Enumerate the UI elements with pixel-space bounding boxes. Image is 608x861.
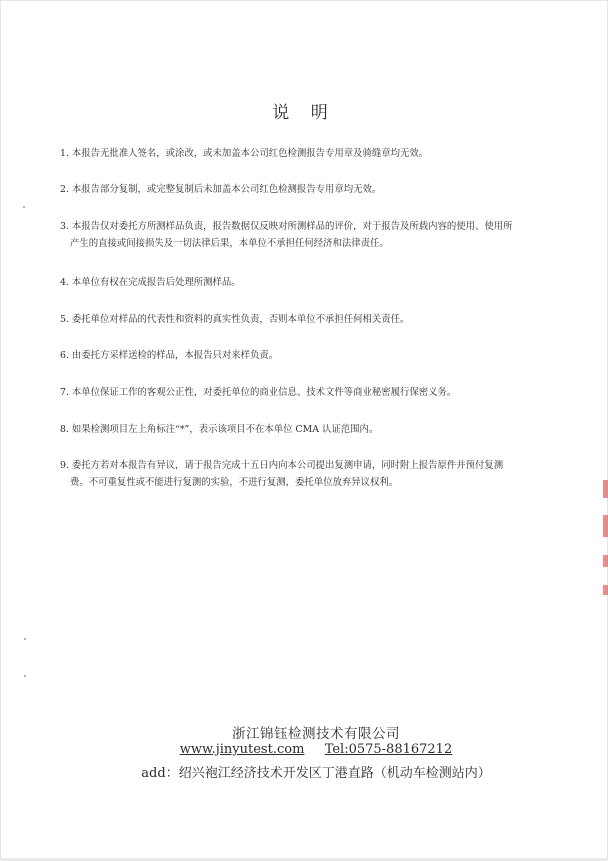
statement-item-5 xyxy=(60,311,560,328)
statement-item-4 xyxy=(60,274,560,291)
statement-item-7 xyxy=(60,384,560,401)
statement-item-1 xyxy=(60,145,560,162)
statement-line: 产生的直接或间接损失及一切法律后果，本单位不承担任何经济和法律责任。 xyxy=(70,238,389,249)
website-link[interactable]: www.jinyutest.com xyxy=(179,742,305,757)
seal-edge-mark xyxy=(603,515,608,537)
statement-line: 4. 本单位有权在完成报告后处理所测样品。 xyxy=(60,277,241,288)
statement-line: 2. 本报告部分复制，或完整复制后未加盖本公司红色检测报告专用章均无效。 xyxy=(60,184,382,195)
scan-speck xyxy=(24,638,26,640)
seal-edge-mark xyxy=(603,585,608,595)
statement-line: 8. 如果检测项目左上角标注“*”，表示该项目不在本单位 CMA 认证范围内。 xyxy=(60,424,379,435)
company-name: 浙江锦钰检测技术有限公司 xyxy=(232,726,400,742)
seal-edge-mark xyxy=(603,555,608,567)
statement-line: 3. 本报告仅对委托方所测样品负责，报告数据仅反映对所测样品的评价，对于报告及所载内容的使用、使用所 xyxy=(60,221,513,232)
statement-item-8 xyxy=(60,421,560,438)
statement-line: 5. 委托单位对样品的代表性和资料的真实性负责，否则本单位不承担任何相关责任。 xyxy=(60,314,410,325)
scan-speck xyxy=(23,206,25,208)
statement-line: 费。不可重复性或不能进行复测的实验，不进行复测，委托单位放弃异议权利。 xyxy=(70,477,399,488)
statement-item-9 xyxy=(60,457,560,491)
statement-item-3 xyxy=(60,218,560,252)
telephone-link[interactable]: Tel:0575-88167212 xyxy=(324,742,453,757)
statement-line: 7. 本单位保证工作的客观公正性，对委托单位的商业信息、技术文件等商业秘密履行保密义务。 xyxy=(60,387,457,398)
statement-line: 9. 委托方若对本报告有异议，请于报告完成十五日内向本公司提出复测申请，同时附上报告原件并预付复测 xyxy=(60,460,504,471)
page-title: 说 明 xyxy=(272,103,336,123)
address-line: add：绍兴袍江经济技术开发区丁港直路（机动车检测站内） xyxy=(141,766,491,781)
statement-item-2 xyxy=(60,181,560,198)
contact-line xyxy=(12,742,608,757)
statement-line: 1. 本报告无批准人签名，或涂改，或未加盖本公司红色检测报告专用章及骑缝章均无效。 xyxy=(60,148,429,159)
seal-edge-mark xyxy=(603,480,608,498)
scan-speck xyxy=(24,675,26,677)
statement-line: 6. 由委托方采样送检的样品，本报告只对来样负责。 xyxy=(60,350,279,361)
statement-item-6 xyxy=(60,347,560,364)
